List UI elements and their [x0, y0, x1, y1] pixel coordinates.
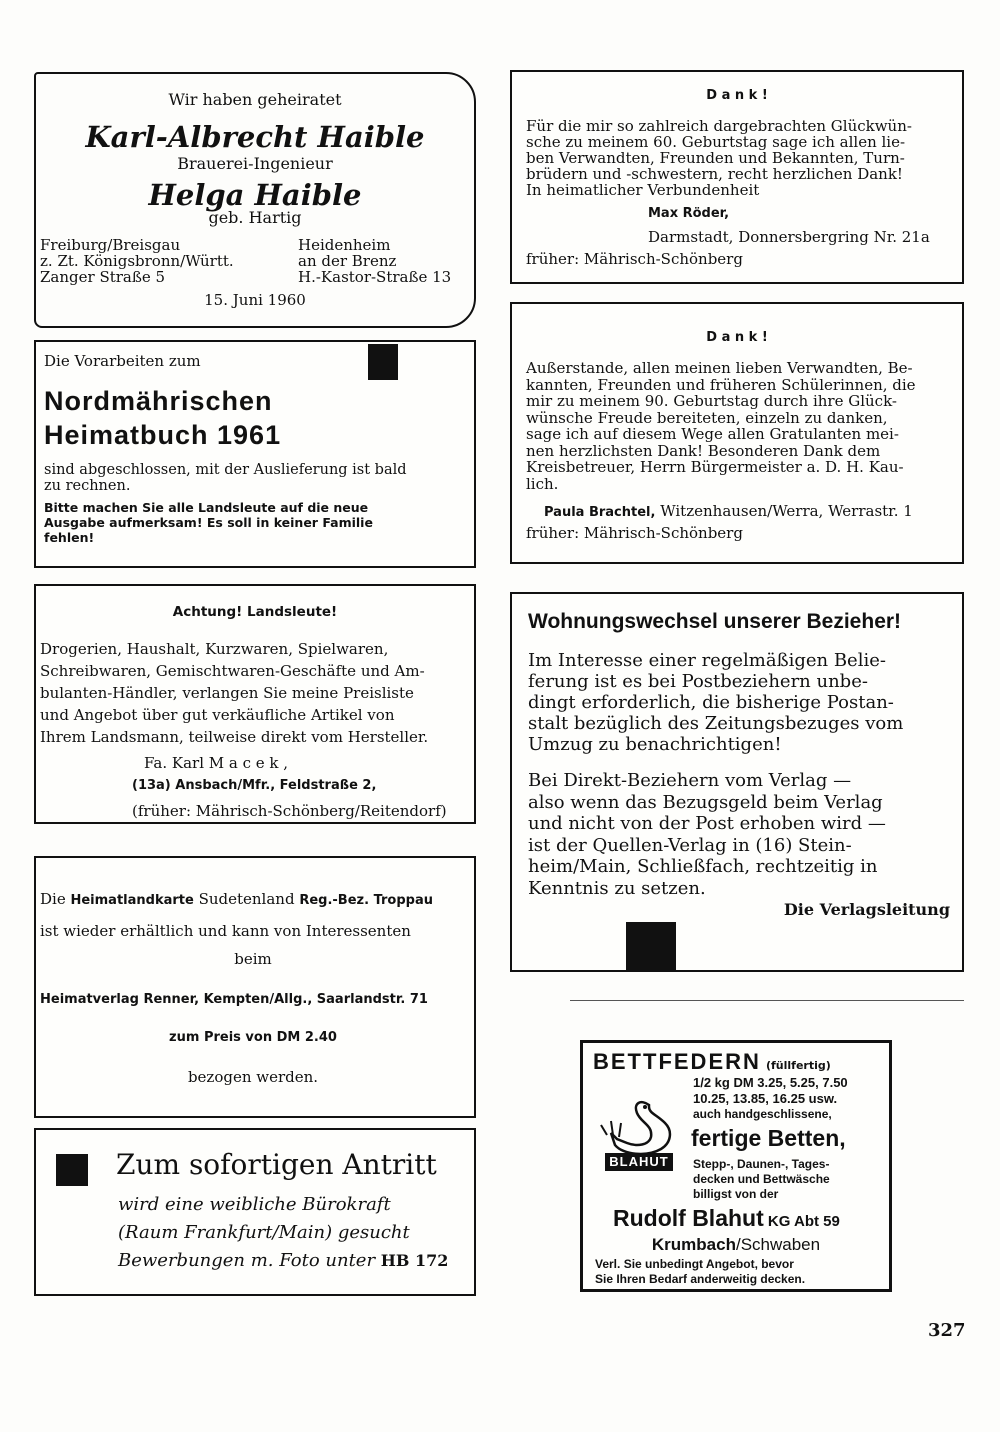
dank-body-line: lich. — [526, 474, 559, 493]
heimatbuch-body-line: zu rechnen. — [44, 478, 131, 494]
address-change-para2 — [528, 770, 956, 899]
bettfedern-title-row — [593, 1049, 831, 1075]
bride-maiden-name: geb. Hartig — [208, 208, 302, 227]
bettfedern-firm-name: Rudolf Blahut — [613, 1205, 764, 1231]
dank-title: D a n k ! — [706, 330, 768, 345]
black-square-icon — [368, 344, 398, 380]
karte-line2: ist wieder erhältlich und kann von Interessenten — [40, 922, 411, 940]
heimatbuch-notice — [34, 340, 476, 568]
karte-line3: beim — [234, 950, 272, 968]
bettfedern-big: fertige Betten, — [691, 1125, 846, 1151]
wedding-date: 15. Juni 1960 — [204, 291, 306, 309]
black-square-icon — [56, 1154, 88, 1186]
bettfedern-region: /Schwaben — [735, 1235, 821, 1254]
heimatbuch-appeal-line: fehlen! — [44, 530, 95, 545]
bettfedern-sub: decken und Bettwäsche — [693, 1172, 830, 1186]
job-line: (Raum Frankfurt/Main) gesucht — [118, 1222, 410, 1243]
karte-text: Sudetenland — [193, 890, 300, 908]
dank-body-line: mir zu meinem 90. Geburtstag durch ihre Glück- — [526, 392, 897, 410]
black-square-icon — [626, 922, 676, 972]
heimatlandkarte-ad — [34, 856, 476, 1118]
dank-body-line: wünsche Freude bereiteten, einzeln zu danken, — [526, 408, 888, 427]
karte-region: Reg.-Bez. Troppau — [299, 893, 433, 908]
karte-price: zum Preis von DM 2.40 — [169, 1030, 337, 1045]
dank-body-line: Außerstande, allen meinen lieben Verwandten, Be- — [526, 359, 913, 377]
bettfedern-firm — [613, 1205, 840, 1232]
bettfedern-price: 10.25, 13.85, 16.25 usw. — [693, 1091, 838, 1106]
dank-body-line: brüdern und -schwestern, recht herzlichen Dank! — [526, 165, 903, 183]
wedding-announcement — [34, 72, 476, 328]
dank-body-line: sage ich auf diesem Wege allen Gratulanten mei- — [526, 425, 899, 443]
dank-body-line: Für die mir so zahlreich dargebrachten Glückwün- — [526, 117, 912, 135]
address-change-line: Umzug zu benachrichtigen! — [528, 734, 782, 755]
karte-publisher: Heimatverlag Renner, Kempten/Allg., Saarlandstr. 71 — [40, 992, 428, 1007]
address-change-line: Bei Direkt-Beziehern vom Verlag — — [528, 770, 852, 791]
karte-product: Heimatlandkarte — [70, 893, 194, 908]
karte-closing: bezogen werden. — [187, 1068, 319, 1086]
bettfedern-title: BETTFEDERN — [593, 1049, 761, 1074]
heimatbuch-title-line2: Heimatbuch 1961 — [44, 420, 282, 450]
heimatbuch-appeal-line: Bitte machen Sie alle Landsleute auf die neue — [44, 500, 369, 515]
right-address-line: H.-Kastor-Straße 13 — [298, 268, 452, 286]
dank-body-line: In heimatlicher Verbundenheit — [526, 181, 760, 199]
bride-name: Helga Haible — [148, 178, 362, 212]
karte-line1 — [40, 890, 433, 908]
job-ad — [34, 1128, 476, 1296]
right-address-line: an der Brenz — [298, 252, 397, 270]
bettfedern-note: Verl. Sie unbedingt Angebot, bevor — [595, 1257, 794, 1271]
address-change-line: Kenntnis zu setzen. — [528, 877, 706, 899]
achtung-former: (früher: Mährisch-Schönberg/Reitendorf) — [132, 802, 447, 820]
address-change-line: ferung ist es bei Postbeziehern unbe- — [528, 671, 868, 692]
thank-you-notice-brachtel — [510, 302, 964, 564]
achtung-body-line: Schreibwaren, Gemischtwaren-Geschäfte und Am- — [40, 662, 425, 680]
address-change-title: Wohnungswechsel unserer Bezieher! — [528, 610, 902, 633]
address-change-line: stalt bezüglich des Zeitungsbezuges vom — [528, 713, 904, 734]
job-line — [118, 1250, 448, 1271]
right-address-line: Heidenheim — [298, 236, 391, 254]
dank-signer: Paula Brachtel, — [544, 505, 656, 520]
dank-signer: Max Röder, — [648, 206, 730, 221]
heimatbuch-title-line1: Nordmährischen — [44, 386, 273, 416]
dank-title: D a n k ! — [706, 88, 768, 103]
left-address-line: Zanger Straße 5 — [40, 268, 166, 286]
address-change-line: Im Interesse einer regelmäßigen Belie- — [528, 650, 886, 671]
achtung-body — [40, 638, 466, 748]
heimatbuch-body-line: sind abgeschlossen, mit der Auslieferung ist bald — [44, 462, 407, 478]
dank-body-line: ben Verwandten, Freunden und Bekannten, Turn- — [526, 149, 905, 167]
groom-name: Karl-Albrecht Haible — [85, 120, 425, 154]
address-change-line: und nicht von der Post erhoben wird — — [528, 813, 886, 834]
dank-former-residence: früher: Mährisch-Schönberg — [526, 250, 743, 268]
left-address-line: z. Zt. Königsbronn/Württ. — [40, 252, 234, 270]
heimatbuch-appeal-line: Ausgabe aufmerksam! Es soll in keiner Familie — [44, 515, 373, 530]
address-change-para1 — [528, 650, 956, 755]
karte-text: Die — [40, 890, 71, 908]
heimatbuch-appeal — [44, 500, 470, 545]
bettfedern-sub: billigst von der — [693, 1187, 779, 1201]
achtung-body-line: Drogerien, Haushalt, Kurzwaren, Spielwaren, — [40, 640, 389, 658]
bettfedern-note: Sie Ihren Bedarf anderweitig decken. — [595, 1272, 806, 1286]
dank-body-line: sche zu meinem 60. Geburtstag sage ich allen lie- — [526, 133, 906, 151]
page-number: 327 — [928, 1320, 966, 1341]
groom-title: Brauerei-Ingenieur — [177, 154, 333, 173]
address-change-notice — [510, 592, 964, 972]
swan-logo — [597, 1095, 687, 1175]
job-title: Zum sofortigen Antritt — [116, 1148, 437, 1181]
bettfedern-town: Krumbach — [651, 1235, 736, 1254]
address-change-line: heim/Main, Schließfach, rechtzeitig in — [528, 856, 878, 877]
dank-signer-address: Witzenhausen/Werra, Werrastr. 1 — [660, 502, 913, 520]
left-address — [40, 237, 234, 285]
bettfedern-price: auch handgeschlissene, — [693, 1107, 832, 1121]
bettfedern-sub: Stepp-, Daunen-, Tages- — [693, 1157, 830, 1171]
address-change-signature: Die Verlagsleitung — [783, 900, 950, 919]
dank-body-line: Kreisbetreuer, Herrn Bürgermeister a. D. H. Kau- — [526, 458, 904, 476]
wedding-heading: Wir haben geheiratet — [168, 90, 342, 109]
right-address — [298, 237, 451, 285]
job-line: wird eine weibliche Bürokraft — [118, 1194, 391, 1215]
achtung-body-line: bulanten-Händler, verlangen Sie meine Preisliste — [40, 684, 414, 702]
achtung-firm: Fa. Karl M a c e k , — [144, 754, 289, 772]
dank-signer-address: Darmstadt, Donnersbergring Nr. 21a — [648, 228, 930, 246]
dank-body-line: nen herzlichsten Dank! Besonderen Dank dem — [526, 441, 881, 460]
job-text: Bewerbungen m. Foto unter — [118, 1250, 381, 1271]
dank-body-line: kannten, Freunden und früheren Schülerinnen, die — [526, 375, 916, 394]
heimatbuch-intro: Die Vorarbeiten zum — [44, 352, 201, 370]
achtung-firm-address: (13a) Ansbach/Mfr., Feldstraße 2, — [132, 778, 377, 793]
dank-body — [526, 118, 956, 198]
dank-signature-line — [544, 502, 913, 520]
blahut-logo-text: BLAHUT — [609, 1154, 669, 1169]
job-code: HB 172 — [380, 1251, 449, 1270]
heimatbuch-body — [44, 462, 470, 494]
bettfedern-price: 1/2 kg DM 3.25, 5.25, 7.50 — [693, 1075, 848, 1090]
achtung-landsleute-ad — [34, 584, 476, 824]
bettfedern-divider — [570, 1000, 964, 1001]
bettfedern-ad — [580, 1040, 892, 1292]
address-change-line: also wenn das Bezugsgeld beim Verlag — [528, 791, 883, 813]
bettfedern-firm-dept: KG Abt 59 — [763, 1213, 840, 1230]
bettfedern-place — [583, 1235, 889, 1255]
achtung-body-line: Ihrem Landsmann, teilweise direkt vom Hersteller. — [40, 728, 429, 746]
achtung-body-line: und Angebot über gut verkäufliche Artikel von — [40, 706, 395, 724]
dank-former-residence: früher: Mährisch-Schönberg — [526, 524, 743, 542]
bettfedern-title-suffix: (füllfertig) — [765, 1059, 831, 1072]
dank-body — [526, 360, 956, 492]
left-address-line: Freiburg/Breisgau — [40, 236, 181, 254]
address-change-line: dingt erforderlich, die bisherige Postan- — [528, 692, 894, 713]
thank-you-notice-roeder — [510, 70, 964, 284]
achtung-title: Achtung! Landsleute! — [172, 604, 338, 620]
address-change-line: ist der Quellen-Verlag in (16) Stein- — [528, 834, 852, 856]
